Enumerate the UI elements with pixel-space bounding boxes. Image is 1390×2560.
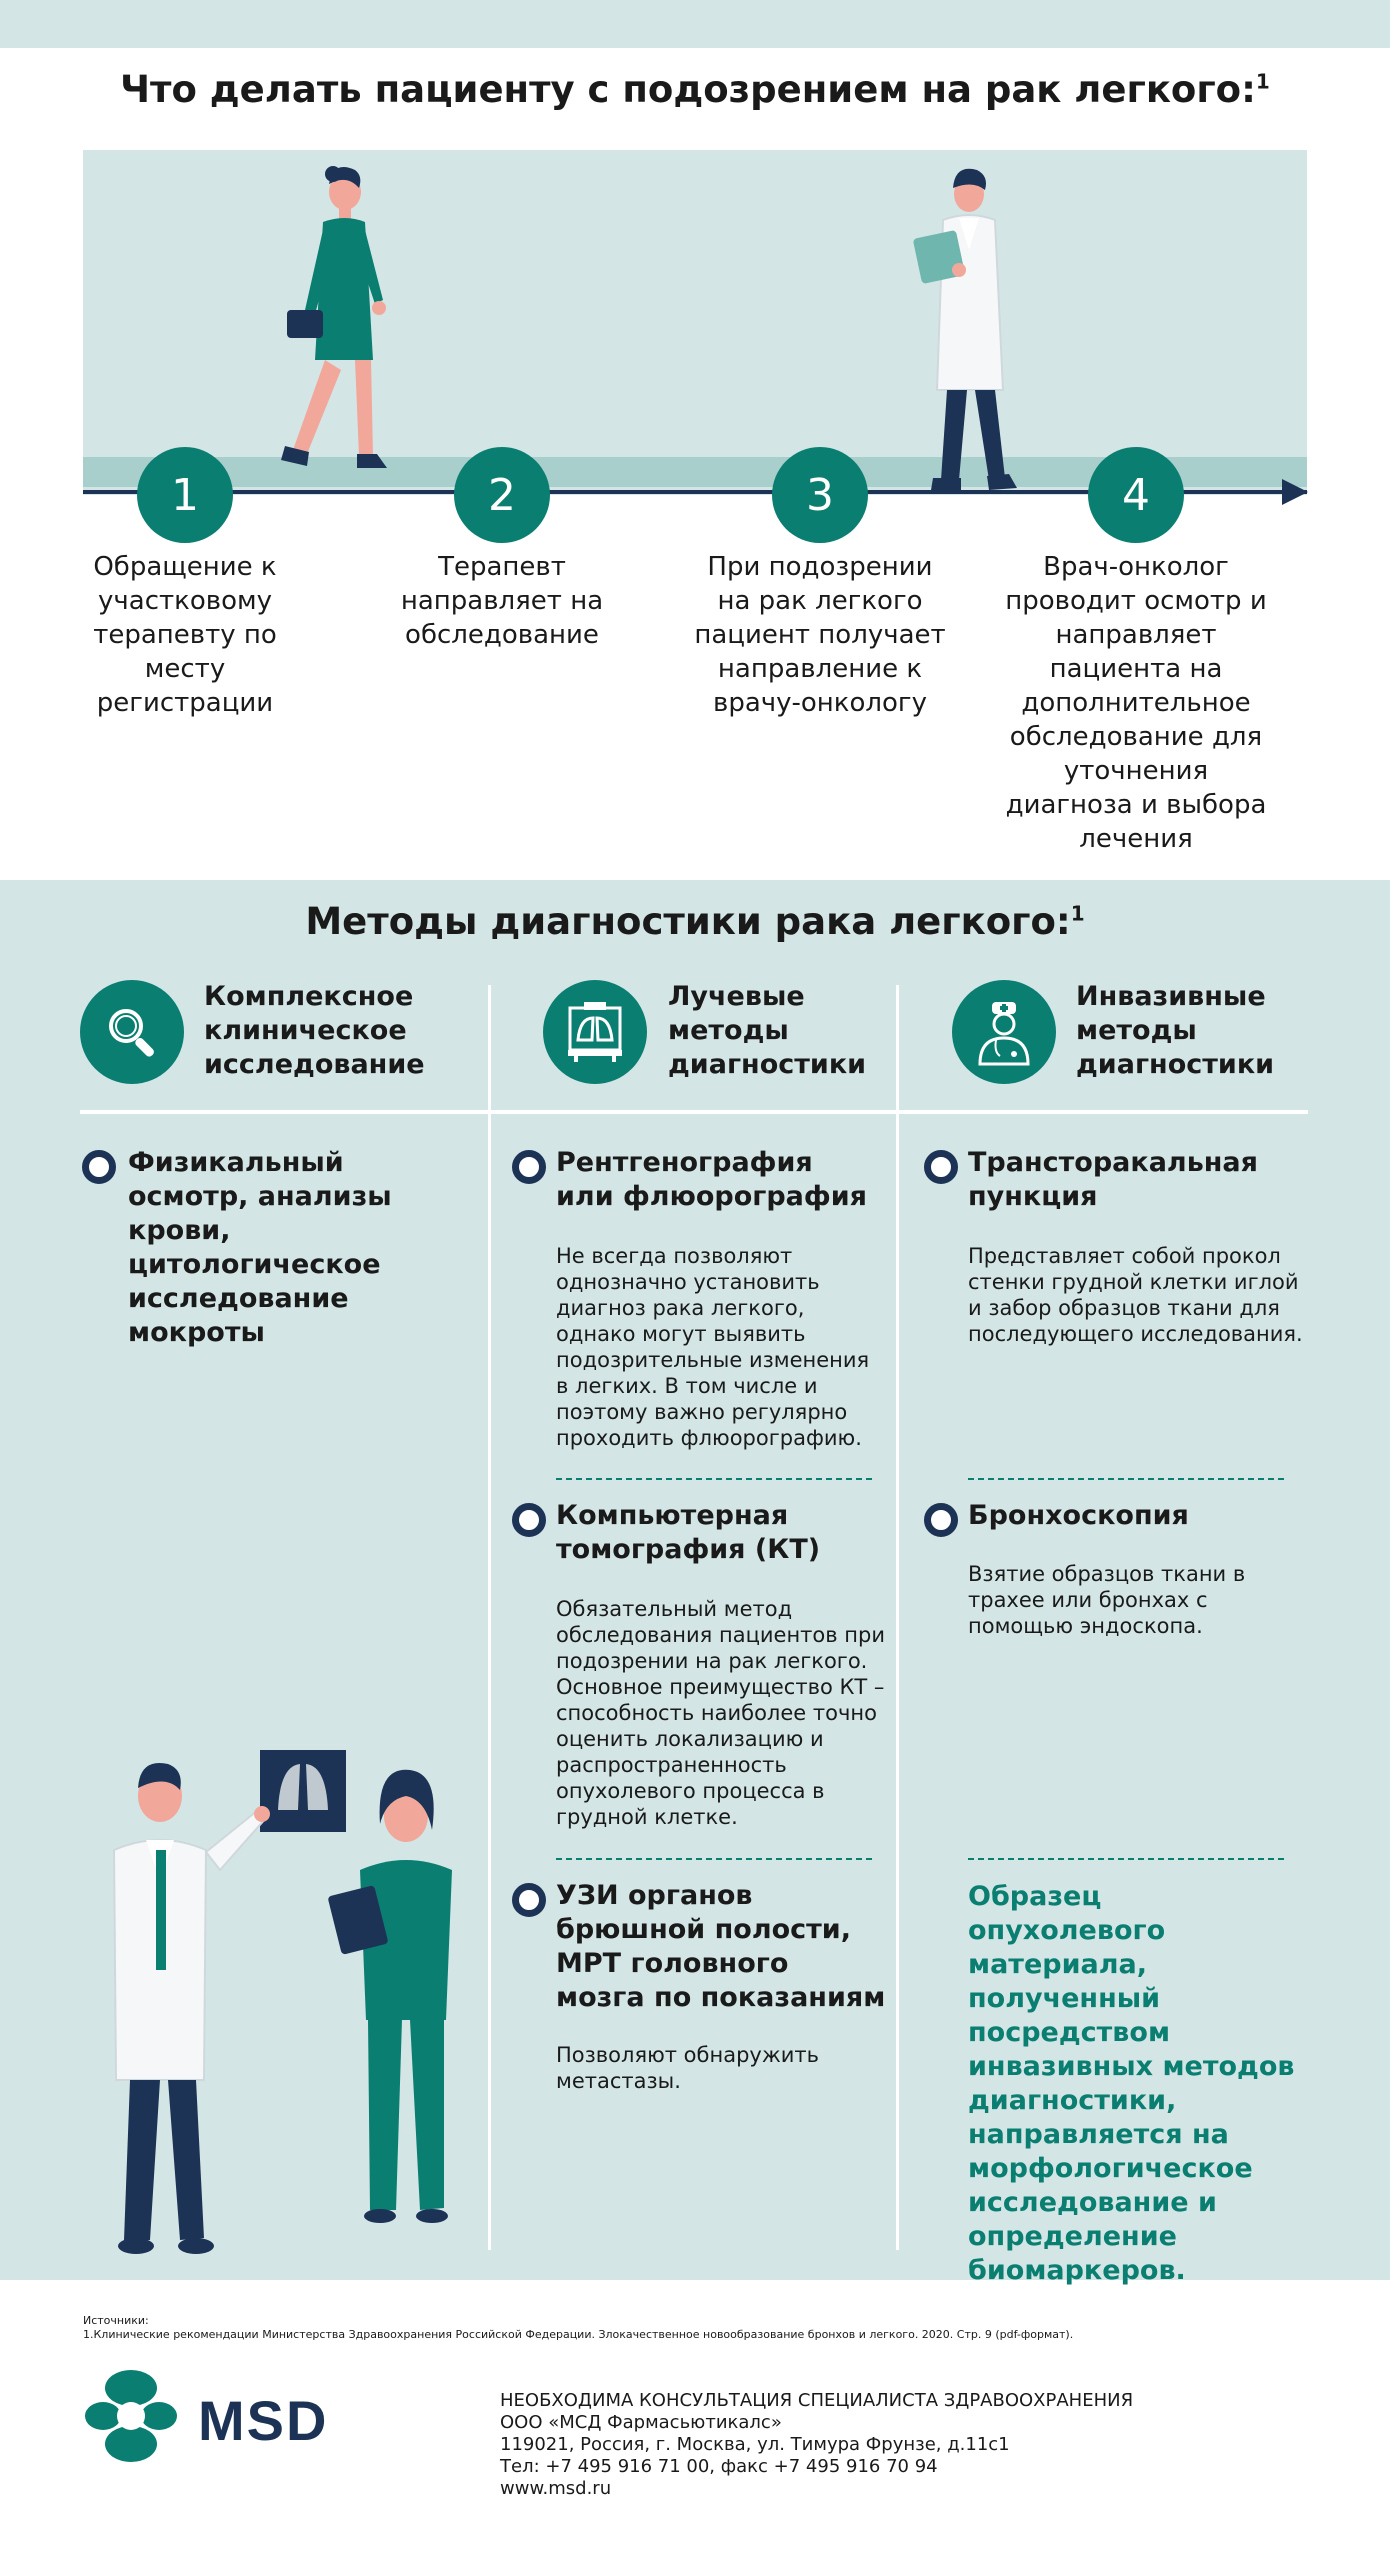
- step-2-number: 2: [454, 447, 550, 543]
- doctor-and-nurse-illustration: [80, 1740, 480, 2260]
- header-divider: [80, 1110, 1308, 1114]
- msd-logo-icon: [83, 2368, 179, 2464]
- step-4-text: Врач-онколог проводит осмотр и направляет пациента на дополнительное обследование для уточнения диагноза и выбора лечения: [1005, 552, 1267, 854]
- company-name: ООО «МСД Фармасьютикалс»: [500, 2412, 782, 2433]
- patient-journey-illustration: [83, 150, 1307, 495]
- bullet-icon: [924, 1503, 958, 1537]
- step-2-text: Терапевт направляет на обследование: [400, 552, 604, 650]
- bullet-icon: [82, 1150, 116, 1184]
- column-divider: [488, 985, 491, 2250]
- col2-item-1-title: Рентгенография или флюорография: [556, 1147, 867, 1212]
- step-4-number: 4: [1088, 447, 1184, 543]
- bullet-icon: [512, 1150, 546, 1184]
- col3-item-1-title: Трансторакальная пункция: [968, 1147, 1258, 1212]
- col3-item-2-title: Бронхоскопия: [968, 1500, 1189, 1531]
- col3-item-2-desc: Взятие образцов ткани в трахее или бронхах с помощью эндоскопа.: [968, 1562, 1246, 1638]
- sources-text: 1.Клинические рекомендации Министерства Здравоохранения Российской Федерации. Злокачественное новообразование бронхов и легкого. 2020. Стр. 9 (pdf-формат).: [83, 2328, 1074, 2341]
- category-radiation-title: Лучевые методы диагностики: [668, 981, 867, 1080]
- consultation-notice: НЕОБХОДИМА КОНСУЛЬТАЦИЯ СПЕЦИАЛИСТА ЗДРАВООХРАНЕНИЯ: [500, 2390, 1134, 2411]
- col2-item-3-title: УЗИ органов брюшной полости, МРТ головного мозга по показаниям: [556, 1880, 886, 2013]
- bullet-icon: [512, 1503, 546, 1537]
- oncologist-illustration: [903, 160, 1043, 500]
- timeline-arrow-head: [1282, 479, 1308, 505]
- col3-item-1-desc: Представляет собой прокол стенки грудной клетки иглой и забор образцов ткани для последующего исследования.: [968, 1244, 1303, 1346]
- column-divider: [896, 985, 899, 2250]
- category-invasive-title: Инвазивные методы диагностики: [1076, 981, 1275, 1080]
- sources-label: Источники:: [83, 2314, 149, 2327]
- step-3-number: 3: [772, 447, 868, 543]
- step-1-number: 1: [137, 447, 233, 543]
- col2-item-2-title: Компьютерная томография (КТ): [556, 1500, 821, 1565]
- contact-block: [500, 2390, 1320, 2500]
- col2-item-3-desc: Позволяют обнаружить метастазы.: [556, 2043, 820, 2093]
- item-separator: [556, 1478, 872, 1480]
- biomarker-highlight-text: Образец опухолевого материала, полученный посредством инвазивных методов диагностики, направляется на морфологическое исследование и определение биомаркеров.: [968, 1881, 1295, 2286]
- item-separator: [556, 1858, 872, 1860]
- category-clinical-title: Комплексное клиническое исследование: [204, 981, 425, 1080]
- walking-patient-illustration: [263, 160, 423, 500]
- bullet-icon: [512, 1883, 546, 1917]
- section-title: Методы диагностики рака легкого:$^1$: [305, 900, 1085, 943]
- xray-lungs-icon: [543, 980, 647, 1084]
- top-strip: [0, 0, 1390, 48]
- company-phone: Тел: +7 495 916 71 00, факс +7 495 916 70 94: [500, 2456, 938, 2477]
- col2-item-1-desc: Не всегда позволяют однозначно установить диагноз рака легкого, однако могут выявить подозрительные изменения в легких. В том числе и поэтому важно регулярно проходить флюорографию.: [556, 1244, 870, 1450]
- col1-item-1-title: Физикальный осмотр, анализы крови, цитологическое исследование мокроты: [128, 1147, 392, 1348]
- item-separator: [968, 1858, 1284, 1860]
- magnifier-icon: [80, 980, 184, 1084]
- doctor-icon: [952, 980, 1056, 1084]
- company-address: 119021, Россия, г. Москва, ул. Тимура Фрунзе, д.11с1: [500, 2434, 1010, 2455]
- bullet-icon: [924, 1150, 958, 1184]
- msd-logo-text: MSD: [198, 2389, 329, 2452]
- page-title: Что делать пациенту с подозрением на рак легкого:$^1$: [120, 68, 1270, 111]
- col2-item-2-desc: Обязательный метод обследования пациентов при подозрении на рак легкого. Основное преимущество КТ – способность наиболее точно оценить локализацию и распространенность опухолевого процесса в грудной клетке.: [556, 1597, 886, 1829]
- step-3-text: При подозрении на рак легкого пациент получает направление к врачу-онкологу: [694, 552, 946, 718]
- item-separator: [968, 1478, 1284, 1480]
- step-1-text: Обращение к участковому терапевту по месту регистрации: [93, 552, 277, 718]
- company-website-link[interactable]: www.msd.ru: [500, 2478, 612, 2499]
